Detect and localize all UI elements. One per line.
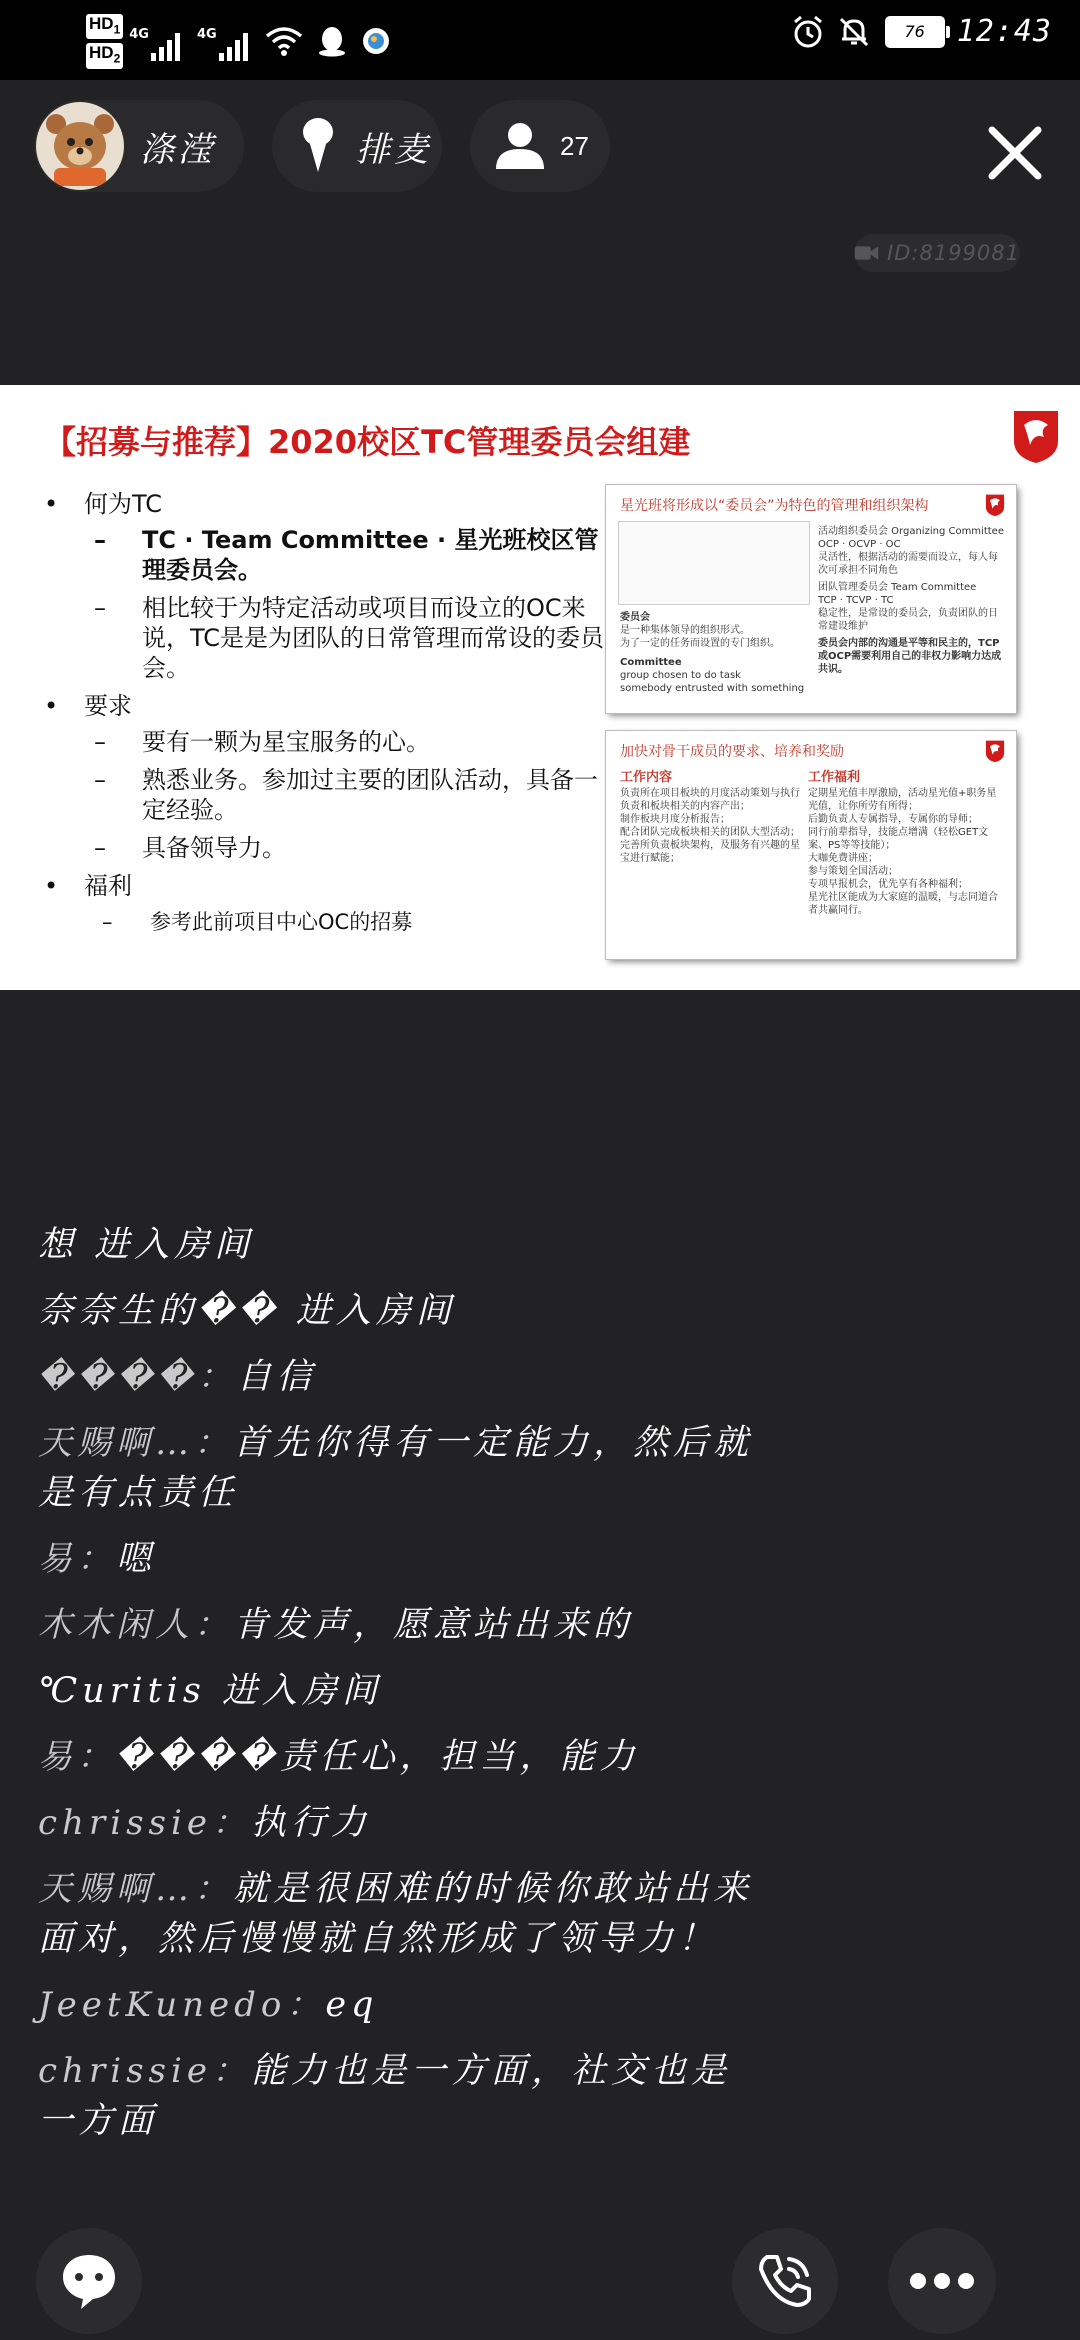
thumbnail-text: 后勤负责人专属指导，专属你的导师；: [808, 814, 978, 825]
thumbnail-text: 委员会: [620, 612, 650, 623]
thumbnail-text: 负责所在项目板块的月度活动策划与执行: [620, 788, 800, 799]
room-id-badge: ID:8199081: [854, 234, 1020, 272]
chat-bubble-icon: [57, 2249, 121, 2313]
clock: 12:43: [956, 14, 1052, 49]
thumbnail-text: 工作福利: [808, 770, 861, 785]
microphone-icon: [298, 116, 338, 176]
thumbnail-text: group chosen to do task: [620, 670, 741, 681]
sub-bullet: – 相比较于为特定活动或项目而设立的OC来说，TC是是为团队的日常管理而常设的委员会。: [94, 593, 604, 683]
slide-thumbnail-benefits: [606, 731, 1016, 959]
chat-message: 奈奈生的�� 进入房间: [38, 1291, 456, 1331]
chat-message: 天赐啊…：就是很困难的时候你敢站出来面对，然后慢慢就自然形成了领导力！: [38, 1869, 754, 1959]
thumbnail-title: 加快对骨干成员的要求、培养和奖励: [620, 744, 844, 760]
bear-avatar-icon: [40, 106, 120, 186]
chat-message: chrissie：能力也是一方面，社交也是一方面: [38, 2051, 731, 2141]
thumbnail-text: 制作板块月度分析报告；: [620, 814, 730, 825]
audience-count: 27: [560, 130, 589, 161]
thumbnail-text: 活动组织委员会 Organizing Committee: [818, 526, 1004, 537]
slide-thumbnail-structure: [606, 485, 1016, 713]
app-notification-icon: [361, 26, 391, 56]
more-icon: [908, 2271, 976, 2291]
bullet: • 何为TC: [44, 489, 604, 519]
video-camera-icon: [854, 242, 879, 264]
signal-icon: 4G: [197, 21, 251, 61]
mic-queue-button[interactable]: [272, 100, 442, 192]
chat-message: 易：����责任心，担当，能力: [38, 1737, 640, 1777]
wifi-icon: [265, 26, 303, 56]
thumbnail-text: TCP · TCVP · TC: [818, 595, 894, 606]
thumbnail-text: 是一种集体领导的组织形式。: [620, 625, 750, 636]
bullet: • 福利: [44, 871, 604, 901]
sub-bullet: – 参考此前项目中心OC的招募: [102, 907, 604, 937]
sub-bullet: – 熟悉业务。参加过主要的团队活动，具备一定经验。: [94, 765, 604, 825]
qq-icon: [317, 25, 347, 57]
thumbnail-document-image: [618, 521, 810, 605]
presentation-slide: [0, 385, 1080, 990]
dragon-logo-icon: [1010, 407, 1062, 465]
chat-message: 天赐啊…：首先你得有一定能力，然后就是有点责任: [38, 1423, 754, 1513]
slide-title: 【招募与推荐】2020校区TC管理委员会组建: [44, 423, 691, 461]
sub-bullet: – 要有一颗为星宝服务的心。: [94, 727, 604, 757]
status-bar: [0, 0, 1080, 80]
thumbnail-text: 工作内容: [620, 770, 673, 785]
thumbnail-text: 灵活性，根据活动的需要而设立，每人每次可承担不同角色: [818, 552, 998, 576]
thumbnail-text: 参与策划全国活动；: [808, 866, 898, 877]
battery-indicator: 76: [885, 16, 945, 48]
chat-message: ����：自信: [38, 1357, 317, 1397]
chat-message: 想 进入房间: [38, 1225, 255, 1265]
phone-icon: [753, 2249, 817, 2313]
chat-feed: [38, 1220, 758, 2162]
thumbnail-text: 专项早报机会，优先享有各种福利；: [808, 879, 968, 890]
thumbnail-text: 完善所负责板块架构，及服务有兴趣的星宝进行赋能；: [620, 840, 800, 864]
mic-queue-label: 排麦: [356, 129, 432, 170]
thumbnail-text: somebody entrusted with something: [620, 683, 805, 694]
sub-bullet: – TC · Team Committee · 星光班校区管理委员会。: [94, 525, 604, 585]
dragon-logo-icon: [984, 739, 1006, 763]
host-chip[interactable]: [34, 100, 244, 192]
thumbnail-text: 委员会内部的沟通是平等和民主的，TCP或OCP需要利用自己的非权力影响力达成共识。: [818, 638, 1002, 675]
chat-message: 易：嗯: [38, 1539, 157, 1579]
bullet: • 要求: [44, 691, 604, 721]
thumbnail-title: 星光班将形成以“委员会”为特色的管理和组织架构: [620, 498, 929, 514]
chat-message: JeetKunedo：eq: [38, 1985, 379, 2025]
thumbnail-text: 定期星光值丰厚激励，活动星光值+职务星光值，让你所劳有所得；: [808, 788, 997, 812]
thumbnail-text: 同行前辈指导，技能点增满（轻松GET文案、PS等等技能）；: [808, 827, 989, 851]
avatar: [36, 102, 124, 190]
chat-button[interactable]: [36, 2228, 142, 2334]
close-icon[interactable]: [980, 118, 1050, 188]
slide-bullets: [44, 489, 604, 945]
thumbnail-text: 为了一定的任务而设置的专门组织。: [620, 638, 780, 649]
sub-bullet: – 具备领导力。: [94, 833, 604, 863]
mute-bell-icon: [837, 15, 871, 49]
chat-message: chrissie：执行力: [38, 1803, 371, 1843]
thumbnail-text: 稳定性，是常设的委员会，负责团队的日常建设维护: [818, 608, 998, 632]
hd-voice-indicator: $HD_1$ $HD_2$: [86, 12, 123, 71]
audience-count-button[interactable]: [470, 100, 610, 192]
thumbnail-text: OCP · OCVP · OC: [818, 539, 901, 550]
more-button[interactable]: [888, 2228, 996, 2334]
thumbnail-text: Committee: [620, 657, 682, 668]
thumbnail-text: 团队管理委员会 Team Committee: [818, 582, 977, 593]
thumbnail-text: 星光社区能成为大家庭的温暖，与志同道合者共赢同行。: [808, 892, 998, 916]
thumbnail-text: 大咖免费讲座；: [808, 853, 878, 864]
signal-icon: 4G: [129, 21, 183, 61]
call-button[interactable]: [732, 2228, 838, 2334]
person-icon: [494, 121, 546, 171]
chat-message: 木木闲人：肯发声，愿意站出来的: [38, 1605, 634, 1645]
chat-message: ℃uritis 进入房间: [38, 1671, 382, 1711]
thumbnail-text: 负责和板块相关的内容产出；: [620, 801, 750, 812]
dragon-logo-icon: [984, 493, 1006, 517]
thumbnail-text: 配合团队完成板块相关的团队大型活动；: [620, 827, 800, 838]
host-name: 涤滢: [140, 129, 216, 170]
alarm-icon: [791, 15, 825, 49]
